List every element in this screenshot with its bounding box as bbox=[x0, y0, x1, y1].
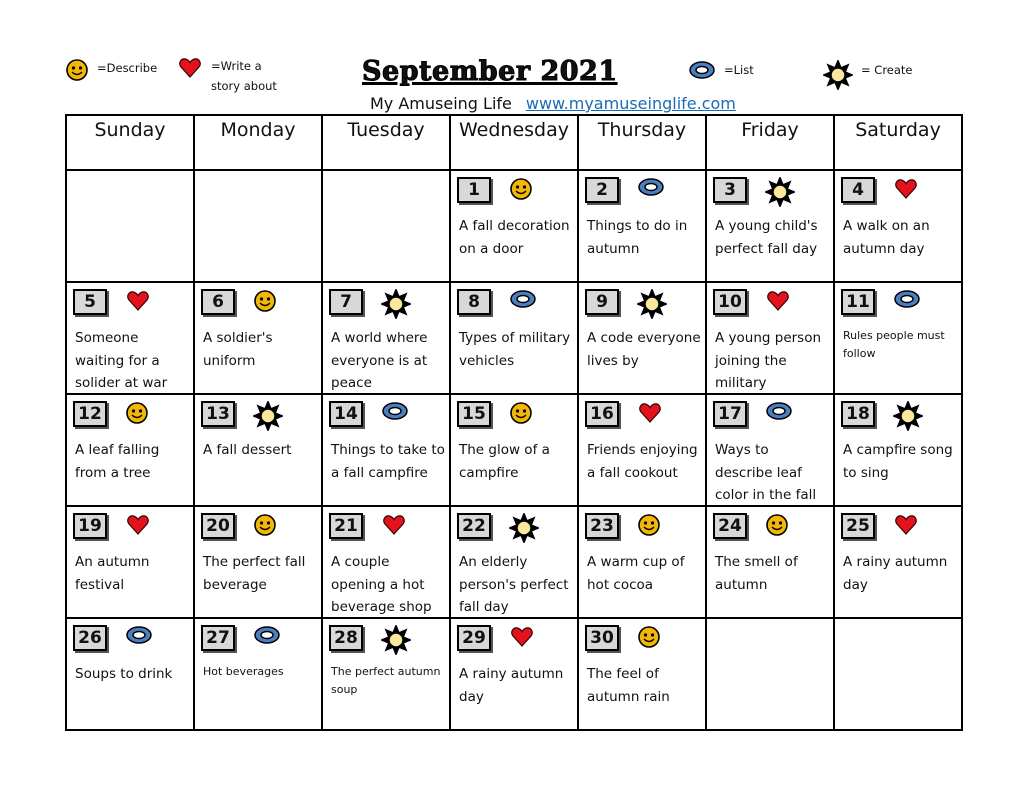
prompt-text: The smell of autumn bbox=[715, 554, 798, 593]
prompt-text: Soups to drink bbox=[75, 666, 173, 682]
day-number: 1 bbox=[457, 177, 491, 203]
heart-icon bbox=[893, 513, 917, 537]
day-number: 30 bbox=[585, 625, 619, 651]
weekday-header: Monday bbox=[194, 115, 322, 170]
day-number: 26 bbox=[73, 625, 107, 651]
week-row bbox=[66, 618, 962, 730]
day-number: 21 bbox=[329, 513, 363, 539]
day-cell[interactable] bbox=[66, 394, 194, 506]
site-name: My Amuseing Life bbox=[370, 94, 512, 113]
sun-icon bbox=[823, 60, 853, 96]
empty-day-cell bbox=[66, 170, 194, 282]
prompt-text: The glow of a campfire bbox=[459, 442, 550, 481]
day-cell[interactable] bbox=[450, 618, 578, 730]
prompt-text: Types of military vehicles bbox=[459, 330, 571, 369]
week-row bbox=[66, 282, 962, 394]
heart-icon bbox=[177, 56, 203, 86]
heart-icon bbox=[893, 177, 917, 201]
day-number: 3 bbox=[713, 177, 747, 203]
day-number: 4 bbox=[841, 177, 875, 203]
legend-describe bbox=[65, 58, 157, 88]
day-number: 9 bbox=[585, 289, 619, 315]
day-number: 29 bbox=[457, 625, 491, 651]
legend-label: =Write a story about bbox=[211, 59, 277, 93]
weekday-header: Friday bbox=[706, 115, 834, 170]
prompt-text: Things to do in autumn bbox=[587, 218, 688, 257]
day-number: 16 bbox=[585, 401, 619, 427]
heart-icon bbox=[125, 513, 149, 537]
weekday-header: Sunday bbox=[66, 115, 194, 170]
prompt-text: Hot beverages bbox=[203, 665, 284, 678]
day-number: 7 bbox=[329, 289, 363, 315]
day-cell[interactable] bbox=[450, 282, 578, 394]
day-number: 5 bbox=[73, 289, 107, 315]
day-number: 20 bbox=[201, 513, 235, 539]
weekday-header: Saturday bbox=[834, 115, 962, 170]
prompt-text: The feel of autumn rain bbox=[587, 666, 670, 705]
prompt-text: An elderly person's perfect fall day bbox=[459, 554, 569, 615]
list-icon bbox=[381, 401, 405, 425]
heart-icon bbox=[509, 625, 533, 649]
day-cell[interactable] bbox=[66, 506, 194, 618]
list-icon bbox=[765, 401, 789, 425]
heart-icon bbox=[637, 401, 661, 425]
week-row bbox=[66, 394, 962, 506]
day-number: 8 bbox=[457, 289, 491, 315]
day-cell[interactable] bbox=[706, 394, 834, 506]
day-cell[interactable] bbox=[194, 282, 322, 394]
heart-icon bbox=[125, 289, 149, 313]
smiley-icon bbox=[65, 58, 89, 88]
weekday-header: Tuesday bbox=[322, 115, 450, 170]
day-number: 25 bbox=[841, 513, 875, 539]
smiley-icon bbox=[253, 513, 277, 537]
sun-icon bbox=[765, 177, 789, 201]
day-cell[interactable] bbox=[322, 282, 450, 394]
legend-label: =List bbox=[724, 63, 754, 77]
smiley-icon bbox=[125, 401, 149, 425]
day-cell[interactable] bbox=[322, 618, 450, 730]
sun-icon bbox=[253, 401, 277, 425]
day-cell[interactable] bbox=[578, 618, 706, 730]
day-number: 17 bbox=[713, 401, 747, 427]
day-number: 22 bbox=[457, 513, 491, 539]
list-icon bbox=[688, 60, 716, 86]
day-cell[interactable] bbox=[194, 394, 322, 506]
day-number: 14 bbox=[329, 401, 363, 427]
week-row bbox=[66, 170, 962, 282]
day-cell[interactable] bbox=[450, 170, 578, 282]
prompt-text: A young child's perfect fall day bbox=[715, 218, 818, 257]
prompt-text: A walk on an autumn day bbox=[843, 218, 930, 257]
day-cell[interactable] bbox=[706, 282, 834, 394]
prompt-text: A rainy autumn day bbox=[843, 554, 948, 593]
sun-icon bbox=[637, 289, 661, 313]
day-cell[interactable] bbox=[834, 282, 962, 394]
empty-day-cell bbox=[706, 618, 834, 730]
day-number: 18 bbox=[841, 401, 875, 427]
weekday-header: Wednesday bbox=[450, 115, 578, 170]
sun-icon bbox=[381, 289, 405, 313]
prompt-text: A couple opening a hot beverage shop bbox=[331, 554, 432, 615]
prompt-text: A campfire song to sing bbox=[843, 442, 953, 481]
legend-write bbox=[177, 56, 277, 96]
subtitle bbox=[370, 94, 736, 113]
sun-icon bbox=[381, 625, 405, 649]
day-cell[interactable] bbox=[66, 282, 194, 394]
page-title: September 2021 bbox=[362, 56, 618, 87]
day-number: 27 bbox=[201, 625, 235, 651]
list-icon bbox=[253, 625, 277, 649]
heart-icon bbox=[765, 289, 789, 313]
prompt-text: Things to take to a fall campfire bbox=[331, 442, 445, 481]
list-icon bbox=[893, 289, 917, 313]
week-row bbox=[66, 506, 962, 618]
day-cell[interactable] bbox=[578, 170, 706, 282]
day-cell[interactable] bbox=[578, 394, 706, 506]
day-number: 11 bbox=[841, 289, 875, 315]
day-cell[interactable] bbox=[834, 506, 962, 618]
day-number: 23 bbox=[585, 513, 619, 539]
prompt-text: Rules people must follow bbox=[843, 329, 945, 360]
day-number: 19 bbox=[73, 513, 107, 539]
prompt-text: An autumn festival bbox=[75, 554, 150, 593]
empty-day-cell bbox=[322, 170, 450, 282]
day-cell[interactable] bbox=[194, 506, 322, 618]
list-icon bbox=[509, 289, 533, 313]
list-icon bbox=[637, 177, 661, 201]
heart-icon bbox=[381, 513, 405, 537]
prompt-text: A leaf falling from a tree bbox=[75, 442, 160, 481]
empty-day-cell bbox=[194, 170, 322, 282]
day-cell[interactable] bbox=[322, 394, 450, 506]
day-number: 28 bbox=[329, 625, 363, 651]
smiley-icon bbox=[637, 625, 661, 649]
prompt-text: A soldier's uniform bbox=[203, 330, 273, 369]
day-cell[interactable] bbox=[834, 170, 962, 282]
calendar-grid bbox=[65, 114, 963, 731]
prompt-text: Someone waiting for a solider at war bbox=[75, 330, 168, 391]
site-link[interactable]: www.myamuseinglife.com bbox=[525, 94, 736, 113]
day-number: 15 bbox=[457, 401, 491, 427]
smiley-icon bbox=[509, 401, 533, 425]
legend-create bbox=[823, 60, 913, 96]
list-icon bbox=[125, 625, 149, 649]
day-number: 24 bbox=[713, 513, 747, 539]
day-cell[interactable] bbox=[450, 394, 578, 506]
prompt-text: A fall decoration on a door bbox=[459, 218, 570, 257]
smiley-icon bbox=[509, 177, 533, 201]
weekday-header: Thursday bbox=[578, 115, 706, 170]
prompt-text: A rainy autumn day bbox=[459, 666, 564, 705]
prompt-text: A fall dessert bbox=[203, 442, 292, 458]
day-number: 10 bbox=[713, 289, 747, 315]
day-cell[interactable] bbox=[706, 506, 834, 618]
prompt-text: The perfect fall beverage bbox=[203, 554, 306, 593]
prompt-text: A young person joining the military bbox=[715, 330, 822, 391]
day-cell[interactable] bbox=[834, 394, 962, 506]
day-cell[interactable] bbox=[450, 506, 578, 618]
day-cell[interactable] bbox=[578, 282, 706, 394]
prompt-text: Ways to describe leaf color in the fall bbox=[715, 442, 817, 503]
day-cell[interactable] bbox=[66, 618, 194, 730]
smiley-icon bbox=[765, 513, 789, 537]
day-cell[interactable] bbox=[706, 170, 834, 282]
day-number: 2 bbox=[585, 177, 619, 203]
sun-icon bbox=[893, 401, 917, 425]
day-number: 13 bbox=[201, 401, 235, 427]
day-cell[interactable] bbox=[322, 506, 450, 618]
smiley-icon bbox=[253, 289, 277, 313]
sun-icon bbox=[509, 513, 533, 537]
empty-day-cell bbox=[834, 618, 962, 730]
day-number: 12 bbox=[73, 401, 107, 427]
legend-list bbox=[688, 60, 754, 86]
prompt-text: A code everyone lives by bbox=[587, 330, 701, 369]
legend-label: = Create bbox=[861, 63, 913, 77]
prompt-text: A world where everyone is at peace bbox=[331, 330, 428, 391]
prompt-text: The perfect autumn soup bbox=[331, 665, 441, 696]
prompt-text: A warm cup of hot cocoa bbox=[587, 554, 685, 593]
day-number: 6 bbox=[201, 289, 235, 315]
prompt-text: Friends enjoying a fall cookout bbox=[587, 442, 698, 481]
legend-label: =Describe bbox=[97, 61, 158, 75]
day-cell[interactable] bbox=[578, 506, 706, 618]
day-cell[interactable] bbox=[194, 618, 322, 730]
smiley-icon bbox=[637, 513, 661, 537]
